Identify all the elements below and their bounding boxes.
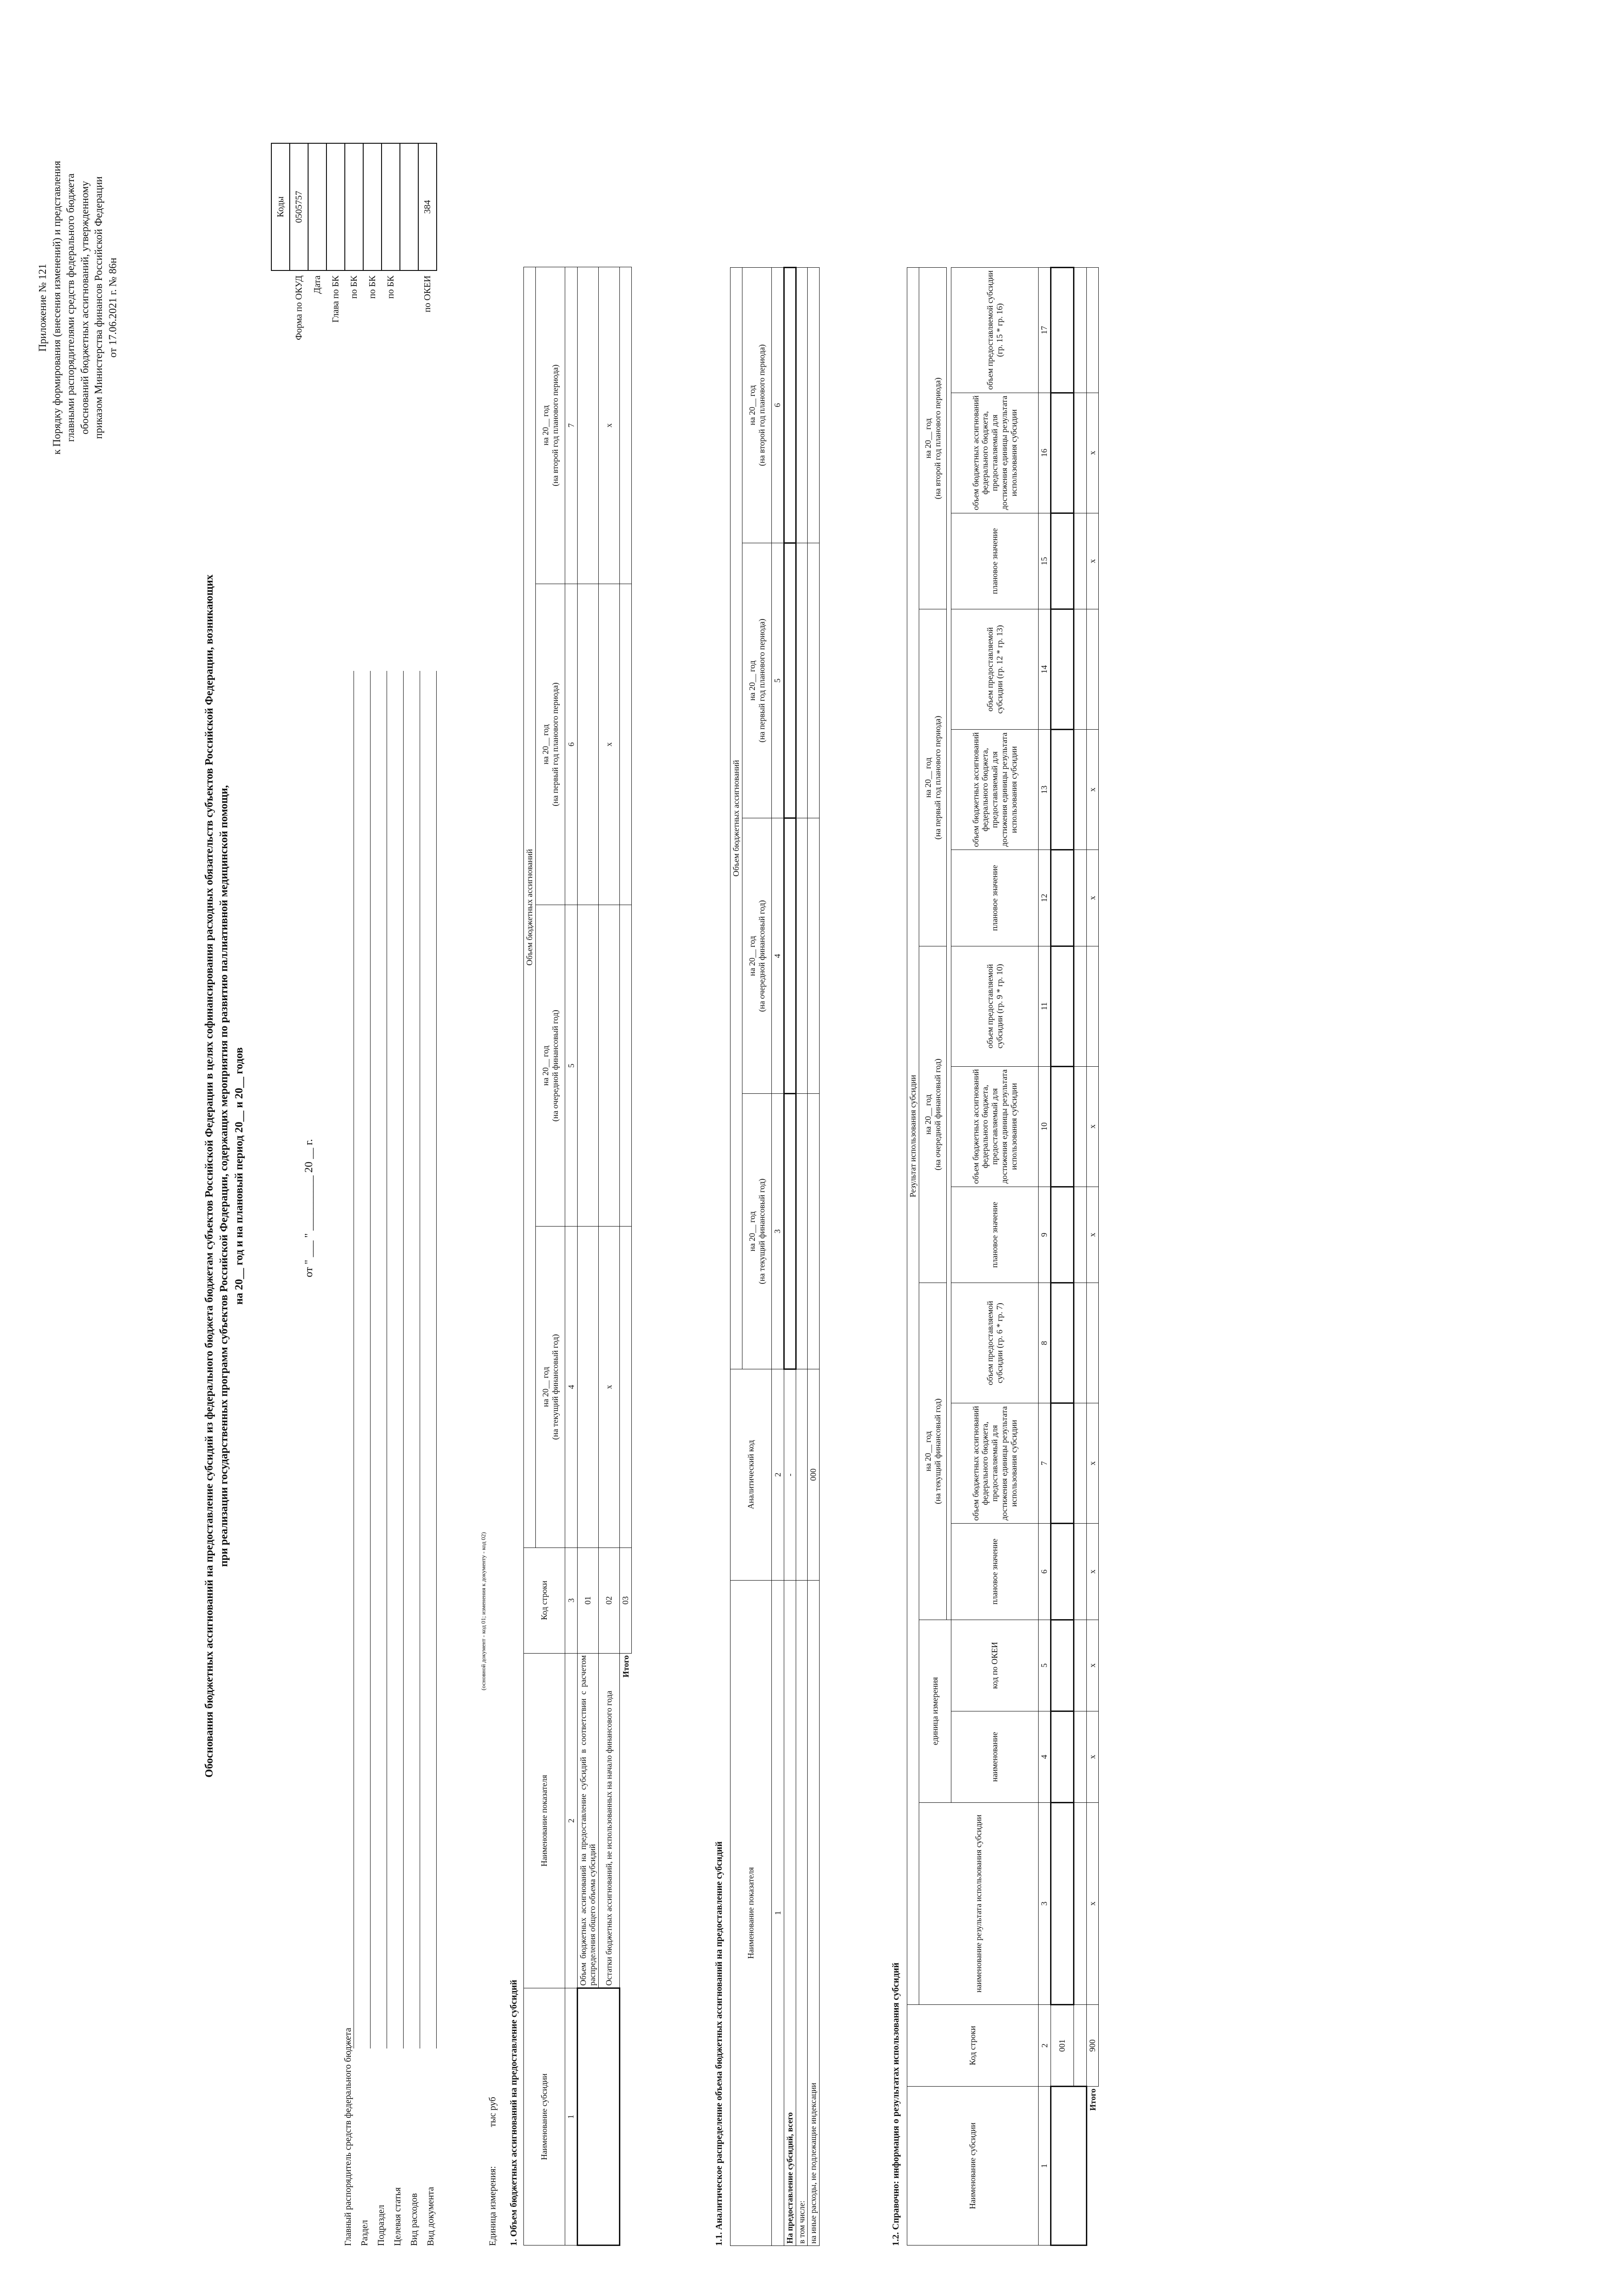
column-number: 4 — [772, 818, 784, 1094]
value-x: x — [599, 584, 620, 905]
code-label: по БК — [348, 276, 359, 299]
appendix-line: главными распорядителями средств федерального бюджета — [65, 173, 77, 442]
code-label: по ОКЕИ — [422, 276, 433, 313]
subsidy-name-cell[interactable] — [1051, 2087, 1086, 2245]
year-label: на 20__ год — [923, 757, 933, 798]
total-label: Итого — [1088, 2088, 1097, 2111]
column-number: 5 — [565, 905, 578, 1227]
year-label: на 20__ год — [540, 1367, 550, 1407]
value-cell[interactable] — [784, 1094, 796, 1369]
value-cell[interactable] — [1073, 850, 1086, 946]
header-fields — [340, 1787, 439, 2246]
value-cell[interactable] — [808, 268, 820, 543]
column-number: 2 — [565, 1653, 578, 1988]
subsidy-name-cell[interactable] — [577, 1988, 619, 2245]
value-x: x — [1086, 1711, 1098, 1802]
header-cell: объем бюджетных ассигнований федерального бюджета, предоставляемый для достижения единицы результата использования субсидии — [951, 1403, 1039, 1524]
year-sub: (на второй год планового периода) — [757, 344, 766, 466]
field-line[interactable] — [436, 671, 437, 2048]
value-cell[interactable] — [1073, 393, 1086, 513]
title-line: Обоснования бюджетных ассигнований на предоставление субсидий из федерального бюджета бюджетам субъектов Российской Федерации в целях софинансирования расходных обязательств субъектов Российской Федерации, возникающих — [203, 574, 215, 1778]
value-cell[interactable] — [796, 268, 808, 543]
value-cell[interactable] — [577, 905, 598, 1227]
header-cell — [536, 584, 565, 905]
row-code — [1073, 2005, 1086, 2087]
column-number: 1 — [565, 1988, 578, 2245]
codes-header: Коды — [271, 143, 290, 270]
appendix-line: к Порядку формирования (внесения изменений) и представления — [51, 161, 62, 455]
value-cell[interactable] — [577, 1227, 598, 1548]
value-cell[interactable] — [620, 267, 632, 584]
section1-title: 1. Объем бюджетных ассигнований на предоставление субсидий — [509, 1980, 519, 2246]
column-number: 5 — [772, 543, 784, 818]
header-cell — [742, 268, 772, 543]
value-cell[interactable] — [1051, 513, 1073, 609]
year-sub: (на очередной финансовый год) — [757, 900, 766, 1012]
indicator-cell: Объем бюджетных ассигнований на предоставление субсидий в соответствии с расчетом распределения общего объема субсидий — [577, 1653, 598, 1988]
value-cell[interactable] — [808, 818, 820, 1094]
header-cell: плановое значение — [951, 513, 1039, 609]
code-okud-value: 0505757 — [290, 143, 308, 270]
header-cell: наименование — [951, 1711, 1039, 1802]
row-code: 000 — [808, 1369, 820, 1580]
section11-table — [730, 267, 820, 2246]
document-title — [202, 281, 247, 2071]
value-x: x — [1086, 1620, 1098, 1711]
header-cell — [919, 609, 947, 946]
field-row — [422, 1787, 439, 2246]
value-cell[interactable] — [599, 905, 620, 1227]
value-x: x — [1086, 850, 1098, 946]
year-sub: (на первый год планового периода) — [757, 619, 766, 743]
header-cell: плановое значение — [951, 1187, 1039, 1283]
year-label: на 20__ год — [540, 724, 550, 765]
document-date: от " ___ " __________ 20 __ г. — [303, 1139, 315, 1277]
year-sub: (на текущий финансовый год) — [550, 1334, 560, 1440]
value-cell[interactable] — [1051, 1620, 1073, 1711]
year-label: на 20__ год — [923, 1094, 933, 1135]
code-bk-value — [363, 143, 382, 270]
value-cell[interactable] — [1051, 393, 1073, 513]
header-cell — [536, 905, 565, 1227]
value-cell[interactable] — [1073, 1283, 1086, 1403]
field-row — [340, 1787, 356, 2246]
value-cell[interactable] — [808, 543, 820, 818]
value-x: x — [1086, 1802, 1098, 2004]
value-cell[interactable] — [1051, 1187, 1073, 1283]
value-x: x — [599, 1227, 620, 1548]
value-cell[interactable] — [1073, 946, 1086, 1066]
column-number: 16 — [1039, 393, 1051, 513]
value-x: x — [1086, 730, 1098, 850]
row-code: 03 — [620, 1548, 632, 1653]
row-code: 001 — [1051, 2005, 1073, 2087]
header-cell: Наименование субсидии — [907, 2087, 1039, 2245]
value-x: x — [1086, 513, 1098, 609]
header-cell: объем бюджетных ассигнований федерального бюджета, предоставляемый для достижения единицы результата использования субсидии — [951, 1066, 1039, 1187]
field-label: Вид документа — [426, 2187, 436, 2246]
value-cell[interactable] — [1051, 1711, 1073, 1802]
header-cell: Результат использования субсидии — [907, 268, 919, 2005]
column-number: 4 — [1039, 1711, 1051, 1802]
header-cell: наименование результата использования субсидии — [919, 1802, 1039, 2004]
year-label: на 20__ год — [923, 418, 933, 459]
value-cell[interactable] — [1051, 1524, 1073, 1620]
value-x: x — [599, 267, 620, 584]
value-cell[interactable] — [796, 818, 808, 1094]
column-number: 5 — [1039, 1620, 1051, 1711]
value-cell[interactable] — [784, 268, 796, 543]
total-label: Итого — [621, 1655, 631, 1677]
header-cell — [919, 946, 947, 1283]
header-cell: Код строки — [524, 1548, 565, 1653]
year-label: на 20__ год — [540, 405, 550, 445]
year-label: на 20__ год — [747, 660, 757, 701]
column-number: 7 — [565, 267, 578, 584]
code-bk-value — [345, 143, 363, 270]
title-line: на 20__ год и на плановый период 20__ и 20__ годов — [233, 1047, 245, 1305]
header-cell — [919, 268, 947, 609]
value-cell[interactable] — [1051, 1403, 1073, 1524]
code-blank-value — [400, 143, 418, 270]
row-code: 01 — [577, 1548, 598, 1653]
appendix-line: Приложение № 121 — [37, 264, 48, 352]
value-cell[interactable] — [796, 1094, 808, 1369]
value-x: x — [1086, 1403, 1098, 1524]
header-cell: Наименование показателя — [524, 1653, 565, 1988]
codes-box — [271, 143, 437, 368]
column-number: 2 — [772, 1369, 784, 1580]
code-okei-value: 384 — [418, 143, 437, 270]
value-cell[interactable] — [577, 267, 598, 584]
year-sub: (на текущий финансовый год) — [757, 1178, 766, 1284]
value-cell[interactable] — [1086, 1283, 1098, 1403]
header-cell: объем предоставляемой субсидии (гр. 6 * гр. 7) — [951, 1283, 1039, 1403]
field-label: Вид расходов — [409, 2193, 419, 2246]
header-cell — [742, 1094, 772, 1369]
indicator-total: На предоставление субсидий, всего — [784, 1580, 796, 2245]
code-bk-value — [382, 143, 400, 270]
header-cell: объем бюджетных ассигнований федерального бюджета, предоставляемый для достижения единицы результата использования субсидии — [951, 730, 1039, 850]
column-number: 11 — [1039, 946, 1051, 1066]
year-sub: (на текущий финансовый год) — [933, 1398, 942, 1504]
column-number: 10 — [1039, 1066, 1051, 1187]
row-code: 900 — [1086, 2005, 1098, 2087]
value-cell[interactable] — [1051, 850, 1073, 946]
value-cell[interactable] — [577, 584, 598, 905]
title-line: при реализации государственных программ субъектов Российской Федерации, содержащих мероприятия по развитию паллиативной медицинской помощи, — [218, 785, 230, 1567]
column-number: 8 — [1039, 1283, 1051, 1403]
column-number: 6 — [1039, 1524, 1051, 1620]
indicator-cell: Остатки бюджетных ассигнований, не использованных на начало финансового года — [599, 1653, 620, 1988]
value-cell[interactable] — [620, 1227, 632, 1548]
value-cell[interactable] — [1086, 268, 1098, 393]
row-code — [796, 1369, 808, 1580]
header-cell: объем предоставляемой субсидии (гр. 15 * гр. 16) — [951, 268, 1039, 393]
code-label: по БК — [367, 276, 377, 299]
appendix-line: от 17.06.2021 г. № 86н — [107, 258, 118, 358]
value-cell[interactable] — [1073, 609, 1086, 730]
column-number: 3 — [565, 1548, 578, 1653]
column-number: 14 — [1039, 609, 1051, 730]
year-sub: (на первый год планового периода) — [550, 682, 560, 806]
field-label: Главный распорядитель средств федерального бюджета — [343, 2028, 353, 2246]
value-cell[interactable] — [620, 905, 632, 1227]
value-cell[interactable] — [1073, 513, 1086, 609]
code-label: Дата — [312, 276, 322, 294]
header-cell — [742, 543, 772, 818]
header-cell: Наименование субсидии — [524, 1988, 565, 2245]
unit-value: тыс руб — [488, 2097, 498, 2127]
value-cell[interactable] — [1073, 1802, 1086, 2004]
field-label: Раздел — [360, 2220, 370, 2246]
unit-of-measure — [488, 2097, 498, 2246]
column-number: 3 — [772, 1094, 784, 1369]
year-sub: (на второй год планового периода) — [550, 364, 560, 486]
column-number: 9 — [1039, 1187, 1051, 1283]
header-cell: Наименование показателя — [731, 1580, 772, 2245]
value-cell[interactable] — [784, 543, 796, 818]
value-cell[interactable] — [1051, 1283, 1073, 1403]
column-number: 6 — [772, 268, 784, 543]
row-code: - — [784, 1369, 796, 1580]
field-row — [406, 1787, 422, 2246]
year-sub: (на очередной финансовый год) — [933, 1058, 942, 1171]
section1-table — [523, 267, 632, 2246]
column-number: 1 — [772, 1580, 784, 2245]
year-label: на 20__ год — [747, 936, 757, 976]
code-glava-value — [326, 143, 345, 270]
value-x: x — [1086, 1187, 1098, 1283]
field-row — [389, 1787, 406, 2246]
header-cell — [536, 267, 565, 584]
header-cell: плановое значение — [951, 850, 1039, 946]
value-cell[interactable] — [1051, 730, 1073, 850]
value-cell[interactable] — [1051, 1066, 1073, 1187]
value-cell[interactable] — [1073, 1403, 1086, 1524]
section11-title: 1.1. Аналитическое распределение объема бюджетных ассигнований на предоставление субсидий — [714, 1841, 724, 2246]
unit-label: Единица измерения: — [488, 2166, 498, 2246]
value-cell[interactable] — [808, 1094, 820, 1369]
header-cell: код по ОКЕИ — [951, 1620, 1039, 1711]
value-cell[interactable] — [1073, 1620, 1086, 1711]
field-label: Целевая статья — [393, 2187, 403, 2246]
value-cell[interactable] — [1073, 1187, 1086, 1283]
field-row — [373, 1787, 389, 2246]
value-cell[interactable] — [1073, 1524, 1086, 1620]
value-cell[interactable] — [1086, 609, 1098, 730]
header-cell: объем предоставляемой субсидии (гр. 9 * гр. 10) — [951, 946, 1039, 1066]
column-number: 4 — [565, 1227, 578, 1548]
code-label — [400, 270, 418, 368]
value-cell[interactable] — [1073, 730, 1086, 850]
column-number: 1 — [1039, 2087, 1051, 2245]
section12-title: 1.2. Справочно: информация о результатах использования субсидий — [891, 1963, 901, 2246]
header-cell — [919, 1283, 947, 1620]
header-cell — [536, 1227, 565, 1548]
field-line[interactable] — [403, 671, 404, 2048]
value-cell[interactable] — [620, 584, 632, 905]
indicator-subhead: в том числе: — [796, 1580, 808, 2245]
column-number: 7 — [1039, 1403, 1051, 1524]
header-cell: объем предоставляемой субсидии (гр. 12 * гр. 13) — [951, 609, 1039, 730]
header-cell: Код строки — [907, 2005, 1039, 2087]
column-number: 12 — [1039, 850, 1051, 946]
field-line[interactable] — [370, 671, 371, 2048]
value-cell[interactable] — [1051, 1802, 1073, 2004]
code-label: по БК — [385, 276, 396, 299]
header-cell: плановое значение — [951, 1524, 1039, 1620]
year-sub: (на очередной финансовый год) — [550, 1010, 560, 1122]
field-row — [356, 1787, 373, 2246]
value-x: x — [1086, 1066, 1098, 1187]
header-cell: единица измерения — [919, 1620, 951, 1802]
header-cell: объем бюджетных ассигнований федерального бюджета, предоставляемый для достижения единицы результата использования субсидии — [951, 393, 1039, 513]
doc-type-note: (основной документ - код 01; изменения к документу - код 02) — [480, 1532, 487, 1690]
value-cell[interactable] — [796, 543, 808, 818]
value-x: x — [1086, 1524, 1098, 1620]
column-number: 3 — [1039, 1802, 1051, 2004]
value-cell[interactable] — [1073, 1066, 1086, 1187]
field-label: Подраздел — [376, 2205, 386, 2246]
value-cell[interactable] — [784, 818, 796, 1094]
year-label: на 20__ год — [747, 1211, 757, 1252]
code-label: Глава по БК — [330, 276, 341, 323]
indicator-cell: на иные расходы, не подлежащие индексации — [808, 1580, 820, 2245]
value-cell[interactable] — [1051, 268, 1073, 393]
header-cell: Объем бюджетных ассигнований — [524, 267, 536, 1548]
value-cell[interactable] — [1073, 1711, 1086, 1802]
header-cell — [742, 818, 772, 1094]
code-label: Форма по ОКУД — [293, 276, 304, 340]
column-number: 2 — [1039, 2005, 1051, 2087]
year-sub: (на первый год планового периода) — [933, 715, 942, 840]
value-cell[interactable] — [1051, 946, 1073, 1066]
code-date-value — [308, 143, 326, 270]
appendix-note — [36, 78, 120, 537]
year-sub: (на второй год планового периода) — [933, 377, 942, 500]
column-number: 15 — [1039, 513, 1051, 609]
column-number: 6 — [565, 584, 578, 905]
section12-table — [907, 267, 1099, 2246]
header-cell: Объем бюджетных ассигнований — [731, 268, 742, 1369]
appendix-line: приказом Министерства финансов Российской Федерации — [93, 176, 105, 439]
year-label: на 20__ год — [747, 385, 757, 425]
value-cell[interactable] — [1051, 609, 1073, 730]
row-code: 02 — [599, 1548, 620, 1653]
column-number: 17 — [1039, 268, 1051, 393]
year-label: на 20__ год — [540, 1046, 550, 1086]
year-label: на 20__ год — [923, 1431, 933, 1472]
value-x: x — [1086, 393, 1098, 513]
header-cell: Аналитический код — [731, 1369, 772, 1580]
appendix-line: обоснований бюджетных ассигнований, утвержденному — [79, 181, 90, 434]
value-cell[interactable] — [1086, 946, 1098, 1066]
column-number: 13 — [1039, 730, 1051, 850]
value-cell[interactable] — [1073, 268, 1086, 393]
